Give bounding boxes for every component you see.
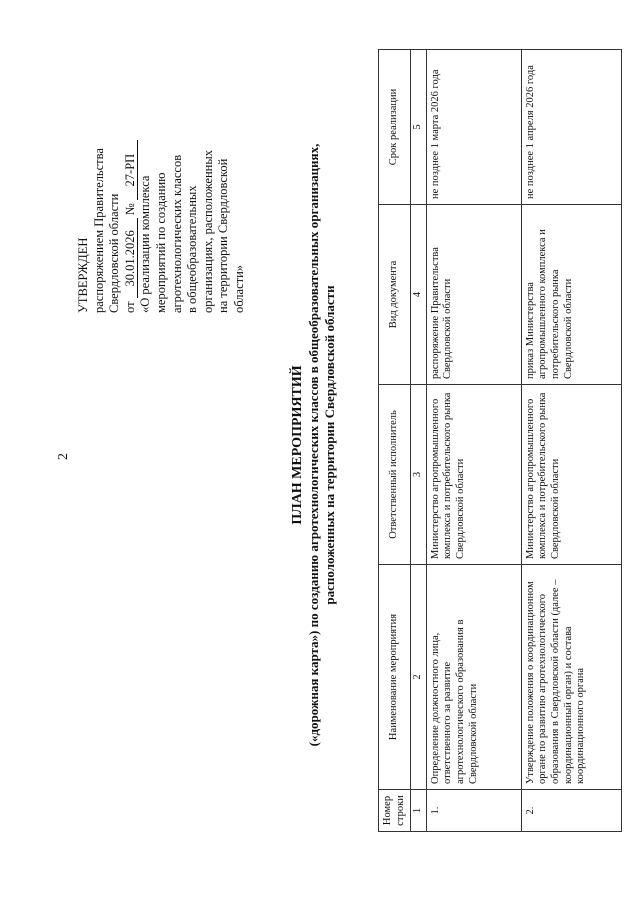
row-executor: Министерство агропромышленного комплекса и потребительского рынка Свердловской области	[521, 385, 621, 565]
row-number: 1.	[426, 790, 521, 832]
approval-desc-4: в общеобразовательных	[185, 185, 200, 313]
header-row-number: Номер строки	[379, 790, 411, 832]
approval-desc-3: агротехнологических классов	[169, 154, 184, 313]
col-number-5: 5	[411, 50, 427, 205]
row-document-type: приказ Министерства агропромышленного комплекса и потребительского рынка Свердловской области	[521, 205, 621, 385]
approval-desc-1: «О реализации комплекса	[138, 175, 153, 313]
approval-number: 27-РП	[124, 140, 138, 200]
approval-desc-6: на территории Свердловской	[216, 158, 231, 313]
col-number-1: 1	[411, 790, 427, 832]
col-number-3: 3	[411, 385, 427, 565]
row-event-name: Определение должностного лица, ответственного за развитие агротехнологического образования в Свердловской области	[426, 565, 521, 790]
row-executor: Министерство агропромышленного комплекса и потребительского рынка Свердловской области	[426, 385, 521, 565]
col-number-4: 4	[411, 205, 427, 385]
approval-date: 30.01.2026	[124, 218, 138, 298]
column-number-row	[411, 50, 427, 832]
page-number: 2	[56, 453, 71, 460]
table-header-row	[379, 50, 411, 832]
approval-line-1: распоряжением Правительства	[91, 148, 106, 313]
row-document-type: распоряжение Правительства Свердловской области	[426, 205, 521, 385]
header-term: Срок реализации	[379, 50, 411, 205]
approval-block	[76, 63, 248, 313]
plan-table	[378, 49, 622, 832]
title-line-2: («дорожная карта») по созданию агротехнологических классов в общеобразовательных организациях,	[306, 143, 321, 747]
approval-desc-7: области»	[231, 264, 246, 313]
approval-heading: УТВЕРЖДЕН	[76, 237, 90, 313]
row-number: 2.	[521, 790, 621, 832]
row-term: не позднее 1 марта 2026 года	[426, 50, 521, 205]
header-event-name: Наименование мероприятия	[379, 565, 411, 790]
row-event-name: Утверждение положения о координационном органе по развитию агротехнологического образования в Свердловской области (далее – координационный орган) и состава координационного органа	[521, 565, 621, 790]
number-prefix: №	[122, 203, 137, 216]
plan-title	[290, 55, 338, 835]
col-number-2: 2	[411, 565, 427, 790]
approval-line-2: Свердловской области	[107, 193, 122, 313]
title-line-1: ПЛАН МЕРОПРИЯТИЙ	[290, 365, 305, 525]
header-executor: Ответственный исполнитель	[379, 385, 411, 565]
approval-date-line	[123, 63, 139, 313]
title-line-3: расположенных на территории Свердловской области	[322, 285, 337, 605]
header-document-type: Вид документа	[379, 205, 411, 385]
approval-desc-2: мероприятий по созданию	[153, 172, 168, 313]
table-row	[426, 50, 521, 832]
row-term: не позднее 1 апреля 2026 года	[521, 50, 621, 205]
date-prefix: от	[122, 301, 137, 313]
approval-desc-5: организациях, расположенных	[200, 149, 215, 313]
table-row	[521, 50, 621, 832]
